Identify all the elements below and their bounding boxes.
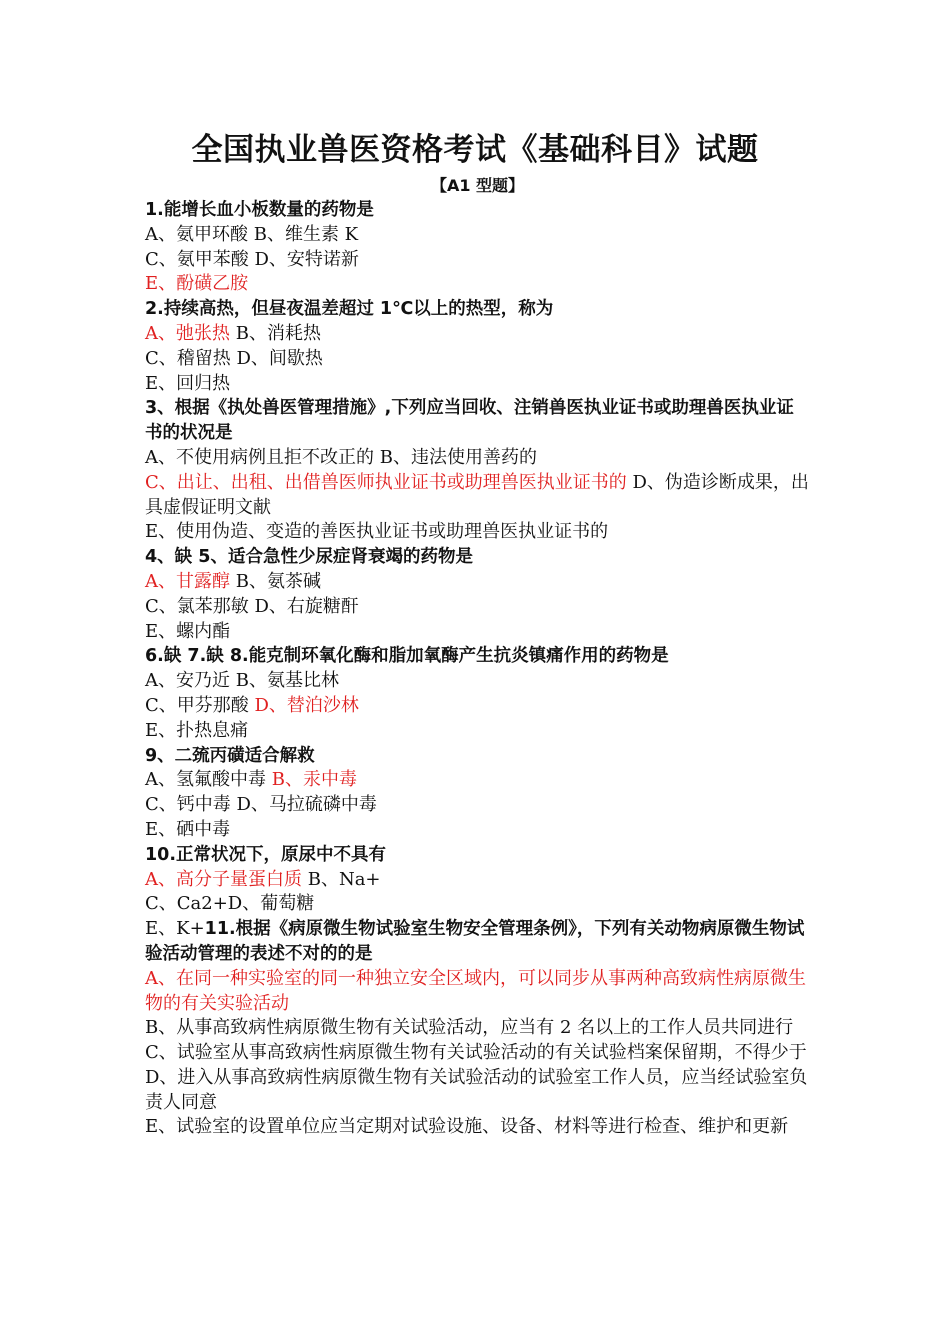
option-text: 3、根据《执处兽医管理措施》,下列应当回收、注销兽医执业证书或助理兽医执业证书的状况是 bbox=[145, 398, 794, 444]
answer-option-line bbox=[145, 595, 810, 620]
option-text: C、稽留热 D、间歇热 bbox=[145, 347, 323, 369]
answer-option-line bbox=[145, 768, 810, 793]
option-text: 2.持续高热，但昼夜温差超过 1℃以上的热型，称为 bbox=[145, 299, 554, 320]
option-text: E、螺内酯 bbox=[145, 620, 231, 642]
answer-option-line bbox=[145, 967, 810, 1017]
page-title: 全国执业兽医资格考试《基础科目》试题 bbox=[191, 132, 759, 168]
answer-option-line bbox=[145, 1066, 810, 1116]
correct-answer-text: C、出让、出租、出借兽医师执业证书或助理兽医执业证书的 bbox=[145, 471, 627, 493]
option-text: C、钙中毒 D、马拉硫磷中毒 bbox=[145, 794, 377, 816]
option-text: B、氨茶碱 bbox=[230, 570, 321, 592]
answer-option-line bbox=[145, 570, 810, 595]
answer-option-line bbox=[145, 446, 810, 471]
answer-option-line bbox=[145, 694, 810, 719]
option-text: E、使用伪造、变造的善医执业证书或助理兽医执业证书的 bbox=[145, 521, 609, 543]
question-text bbox=[145, 198, 810, 223]
answer-option-line bbox=[145, 620, 810, 645]
answer-option-line bbox=[145, 719, 810, 744]
option-text: E、K+ bbox=[145, 918, 205, 940]
correct-answer-text: A、在同一种实验室的同一种独立安全区域内，可以同步从事两种高致病性病原微生物的有关实验活动 bbox=[145, 967, 806, 1014]
correct-answer-text: E、酚磺乙胺 bbox=[145, 273, 249, 295]
option-text: C、甲芬那酸 bbox=[145, 694, 255, 716]
option-text: C、试验室从事高致病性病原微生物有关试验活动的有关试验档案保留期，不得少于 bbox=[145, 1042, 807, 1064]
correct-answer-text: D、替泊沙林 bbox=[254, 694, 359, 716]
question-text bbox=[145, 843, 810, 868]
option-text: A、氢氟酸中毒 bbox=[145, 769, 272, 791]
answer-option-line bbox=[145, 322, 810, 347]
answer-option-line bbox=[145, 347, 810, 372]
option-text: D、伪造诊断成果，出具虚假证明文献 bbox=[145, 471, 809, 518]
correct-answer-text: B、汞中毒 bbox=[271, 769, 357, 791]
question-text bbox=[145, 396, 810, 446]
answer-option-line bbox=[145, 1016, 810, 1041]
option-text: A、安乃近 B、氨基比林 bbox=[145, 670, 339, 692]
question-text bbox=[145, 545, 810, 570]
answer-option-line bbox=[145, 818, 810, 843]
question-text bbox=[145, 644, 810, 669]
correct-answer-text: A、高分子量蛋白质 bbox=[145, 868, 302, 890]
answer-option-line bbox=[145, 917, 810, 967]
option-text: D、进入从事高致病性病原微生物有关试验活动的试验室工作人员，应当经试验室负责人同意 bbox=[145, 1066, 808, 1113]
option-text: E、试验室的设置单位应当定期对试验设施、设备、材料等进行检查、维护和更新 bbox=[145, 1116, 789, 1138]
answer-option-line bbox=[145, 892, 810, 917]
question-text bbox=[145, 297, 810, 322]
section-heading: 【A1 型题】 bbox=[430, 176, 525, 195]
answer-option-line bbox=[145, 1115, 810, 1140]
option-text: B、Na+ bbox=[302, 868, 381, 890]
option-text: E、回归热 bbox=[145, 372, 231, 394]
option-text: A、氨甲环酸 B、维生素 K bbox=[145, 223, 359, 245]
question-text bbox=[145, 744, 810, 769]
answer-option-line bbox=[145, 372, 810, 397]
answer-option-line bbox=[145, 471, 810, 521]
correct-answer-text: A、甘露醇 bbox=[145, 570, 230, 592]
option-text: 1.能增长血小板数量的药物是 bbox=[145, 200, 374, 220]
option-text: E、扑热息痛 bbox=[145, 719, 249, 741]
answer-option-line bbox=[145, 1041, 810, 1066]
answer-option-line bbox=[145, 793, 810, 818]
document-body bbox=[145, 128, 810, 1140]
option-text: 9、二巯丙磺适合解救 bbox=[145, 745, 315, 766]
option-text: A、不使用病例且拒不改正的 B、违法使用善药的 bbox=[145, 446, 537, 468]
option-text: 6.缺 7.缺 8.能克制环氧化酶和脂加氧酶产生抗炎镇痛作用的药物是 bbox=[145, 646, 669, 667]
question-text: 11.根据《病原微生物试验室生物安全管理条例》，下列有关动物病原微生物试验活动管理的表述不对的的是 bbox=[145, 919, 805, 964]
answer-option-line bbox=[145, 223, 810, 248]
option-text: 4、缺 5、适合急性少尿症肾衰竭的药物是 bbox=[145, 547, 473, 568]
option-text: B、消耗热 bbox=[230, 322, 321, 344]
answer-option-line bbox=[145, 868, 810, 893]
option-text: C、Ca2+D、葡萄糖 bbox=[145, 893, 315, 915]
option-text: C、氯苯那敏 D、右旋糖酐 bbox=[145, 595, 359, 617]
option-text: B、从事高致病性病原微生物有关试验活动，应当有 2 名以上的工作人员共同进行 bbox=[145, 1017, 794, 1039]
option-text: 10.正常状况下，原尿中不具有 bbox=[145, 844, 387, 865]
correct-answer-text: A、弛张热 bbox=[145, 322, 230, 344]
answer-option-line bbox=[145, 272, 810, 297]
question-list bbox=[145, 198, 810, 1140]
answer-option-line bbox=[145, 520, 810, 545]
answer-option-line bbox=[145, 248, 810, 273]
answer-option-line bbox=[145, 669, 810, 694]
option-text: C、氨甲苯酸 D、安特诺新 bbox=[145, 248, 359, 270]
option-text: E、硒中毒 bbox=[145, 818, 231, 840]
